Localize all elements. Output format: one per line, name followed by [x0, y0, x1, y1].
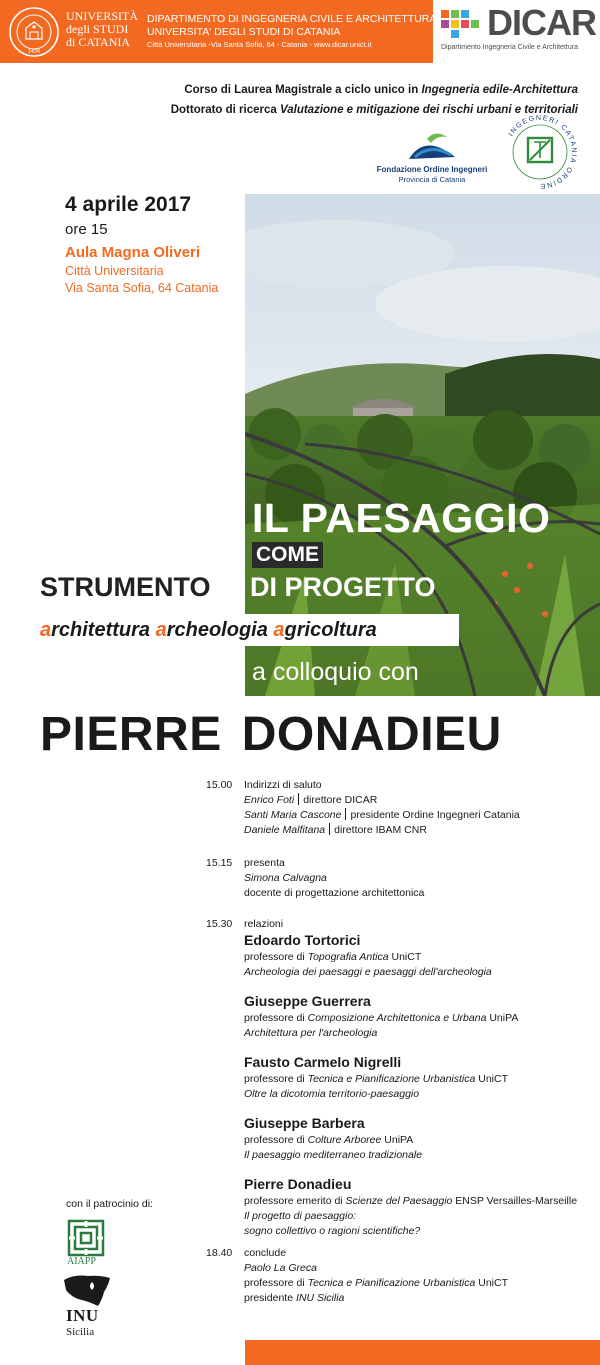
talk-body	[244, 1174, 584, 1239]
subtitle-architettura: rchitettura	[51, 619, 156, 641]
main-speaker-last-name: DONADIEU	[241, 708, 502, 761]
talk-speaker-role	[244, 1194, 584, 1209]
role-subject: Topografia Antica	[307, 951, 389, 963]
role-prefix: professore di	[244, 1012, 308, 1024]
programme-time: 15.15	[206, 857, 233, 869]
talk-speaker-role	[244, 1011, 584, 1026]
university-seal-icon	[8, 6, 60, 58]
seal-year: 1434	[27, 49, 41, 55]
role-subject: Scienze del Paesaggio	[345, 1195, 453, 1207]
role2-italic: INU Sicilia	[295, 1292, 345, 1304]
main-speaker-name	[40, 705, 502, 765]
presenter-name: Simona Calvagna	[244, 872, 327, 884]
closing-speaker-name: Paolo La Greca	[244, 1262, 317, 1274]
greeting-speaker-1-name: Enrico Foti	[244, 794, 295, 806]
subtitle-accent-a1: a	[40, 619, 52, 641]
role-subject: Colture Arboree	[307, 1134, 382, 1146]
greeting-speaker-3-name: Daniele Malfitana	[244, 824, 326, 836]
university-caps: UNIVERSITA' DEGLI STUDI DI CATANIA	[147, 26, 341, 38]
greeting-speaker-3	[244, 823, 584, 838]
university-name-line3: di CATANIA	[66, 35, 131, 49]
ordine-arc-text: INGEGNERI CATANIA ORDINE	[507, 114, 578, 190]
title-come: COME	[252, 542, 323, 568]
talk-speaker-name: Fausto Carmelo Nigrelli	[244, 1054, 402, 1070]
talk-speaker-role	[244, 950, 584, 965]
greeting-speaker-2-name: Santi Maria Cascone	[244, 809, 342, 821]
role-prefix: professore emerito di	[244, 1195, 346, 1207]
title-a-colloquio-con: a colloquio con	[252, 658, 419, 686]
programme-time: 18.40	[206, 1247, 233, 1259]
patronage-label: con il patrocinio di:	[66, 1198, 153, 1210]
university-name	[66, 10, 138, 49]
talk-title: Il paesaggio mediterraneo tradizionale	[244, 1149, 423, 1161]
presenter-role: docente di progettazione architettonica	[244, 887, 425, 899]
course-line-1-prefix: Corso di Laurea Magistrale a ciclo unico in	[184, 84, 422, 96]
talk-title-line1: Il progetto di paesaggio:	[244, 1210, 357, 1222]
role-prefix: professore di	[244, 1134, 308, 1146]
event-venue: Aula Magna Oliveri	[65, 244, 201, 261]
university-name-line2: degli STUDI	[66, 22, 129, 36]
role-prefix: professore di	[244, 951, 308, 963]
greeting-speaker-1-role: direttore DICAR	[303, 794, 378, 806]
talk-title-line2: sogno collettivo o ragioni scientifiche?	[244, 1225, 421, 1237]
programme-label: conclude	[244, 1247, 287, 1259]
talk-body	[244, 1052, 584, 1102]
inu-label: INU	[66, 1306, 99, 1325]
talk-speaker-name: Edoardo Tortorici	[244, 932, 361, 948]
fondazione-mountain-icon	[405, 127, 459, 163]
department-block	[147, 13, 436, 51]
sicily-map-icon	[62, 1272, 112, 1308]
ordine-ingegneri-logo	[500, 112, 580, 192]
talk-speaker-role	[244, 1133, 584, 1148]
programme-body	[244, 856, 584, 901]
aiapp-label: AIAPP	[67, 1256, 96, 1267]
talk-speaker-name: Giuseppe Barbera	[244, 1115, 365, 1131]
bottom-orange-bar	[245, 1340, 600, 1365]
role-subject: Tecnica e Pianificazione Urbanistica	[307, 1277, 476, 1289]
talk-body	[244, 1113, 584, 1163]
talk-title: Archeologia dei paesaggi e paesaggi dell'archeologia	[244, 966, 492, 978]
closing-speaker-role2	[244, 1291, 584, 1306]
course-line-1	[171, 80, 578, 100]
title-il-paesaggio: IL PAESAGGIO	[252, 495, 551, 541]
talk-speaker-name: Giuseppe Guerrera	[244, 993, 371, 1009]
role-suffix: UniPA	[381, 1134, 414, 1146]
department-name: DIPARTIMENTO DI INGEGNERIA CIVILE E ARCHITETTURA	[147, 13, 437, 25]
course-line-2-prefix: Dottorato di ricerca	[170, 104, 280, 116]
role-subject: Tecnica e Pianificazione Urbanistica	[307, 1073, 476, 1085]
separator-bar	[298, 793, 299, 805]
role2-prefix: presidente	[244, 1292, 296, 1304]
event-date: 4 aprile 2017	[65, 193, 192, 216]
title-strumento: STRUMENTO	[40, 572, 211, 602]
dicar-squares-icon	[439, 8, 483, 40]
programme-time: 15.00	[206, 779, 233, 791]
fondazione-logo	[372, 127, 492, 189]
subtitle-accent-a2: a	[155, 619, 167, 641]
role-subject: Composizione Architettonica e Urbana	[307, 1012, 487, 1024]
programme-label: Indirizzi di saluto	[244, 779, 322, 791]
separator-bar	[345, 808, 346, 820]
talk-speaker-role	[244, 1072, 584, 1087]
dicar-logo-text: DICAR	[487, 2, 596, 43]
role-prefix: professore di	[244, 1073, 308, 1085]
programme-body	[244, 778, 584, 838]
department-address: Città Universitaria -Via Santa Sofia, 64 - Catania - www.dicar.unict.it	[147, 40, 372, 49]
role-suffix: UniCT	[475, 1073, 508, 1085]
greeting-speaker-3-role: direttore IBAM CNR	[334, 824, 427, 836]
separator-bar	[329, 823, 330, 835]
subtitle-themes	[40, 617, 377, 643]
greeting-speaker-2	[244, 808, 584, 823]
greeting-speaker-2-role: presidente Ordine Ingegneri Catania	[350, 809, 520, 821]
fondazione-province: Provincia di Catania	[398, 175, 466, 184]
event-address-line2: Via Santa Sofia, 64 Catania	[65, 281, 219, 295]
course-line-1-italic: Ingegneria edile-Architettura	[421, 84, 578, 96]
programme-body	[244, 1246, 584, 1306]
programme-time: 15.30	[206, 918, 233, 930]
event-address-line1: Città Universitaria	[65, 264, 164, 278]
dicar-subtitle: Dipartimento Ingegneria Civile e Architettura	[441, 44, 578, 51]
role-suffix: UniPA	[486, 1012, 519, 1024]
main-speaker-first-name: PIERRE	[40, 708, 222, 761]
page-header	[0, 0, 600, 63]
programme-label: presenta	[244, 857, 285, 869]
inu-sicilia-label: Sicilia	[66, 1326, 95, 1338]
subtitle-accent-a3: a	[273, 619, 285, 641]
talk-body	[244, 930, 584, 980]
subtitle-agricoltura: gricoltura	[284, 619, 377, 641]
role-suffix: ENSP Versailles-Marseille	[452, 1195, 578, 1207]
role-prefix: professore di	[244, 1277, 308, 1289]
role-suffix: UniCT	[388, 951, 422, 963]
course-line-2-italic: Valutazione e mitigazione dei rischi urbani e territoriali	[279, 104, 578, 116]
talk-speaker-name: Pierre Donadieu	[244, 1176, 352, 1192]
university-name-line1: UNIVERSITÀ	[66, 9, 138, 23]
closing-speaker-role	[244, 1276, 584, 1291]
talk-title: Oltre la dicotomia territorio-paesaggio	[244, 1088, 420, 1100]
talk-body	[244, 991, 584, 1041]
subtitle-archeologia: rcheologia	[166, 619, 274, 641]
aiapp-maze-icon	[66, 1218, 106, 1258]
event-time: ore 15	[65, 221, 108, 238]
role-suffix: UniCT	[475, 1277, 508, 1289]
talk-title: Architettura per l'archeologia	[244, 1027, 378, 1039]
fondazione-name: Fondazione Ordine Ingegneri	[376, 165, 488, 174]
programme-label: relazioni	[244, 918, 284, 930]
greeting-speaker-1	[244, 793, 584, 808]
title-di-progetto: DI PROGETTO	[250, 572, 436, 602]
